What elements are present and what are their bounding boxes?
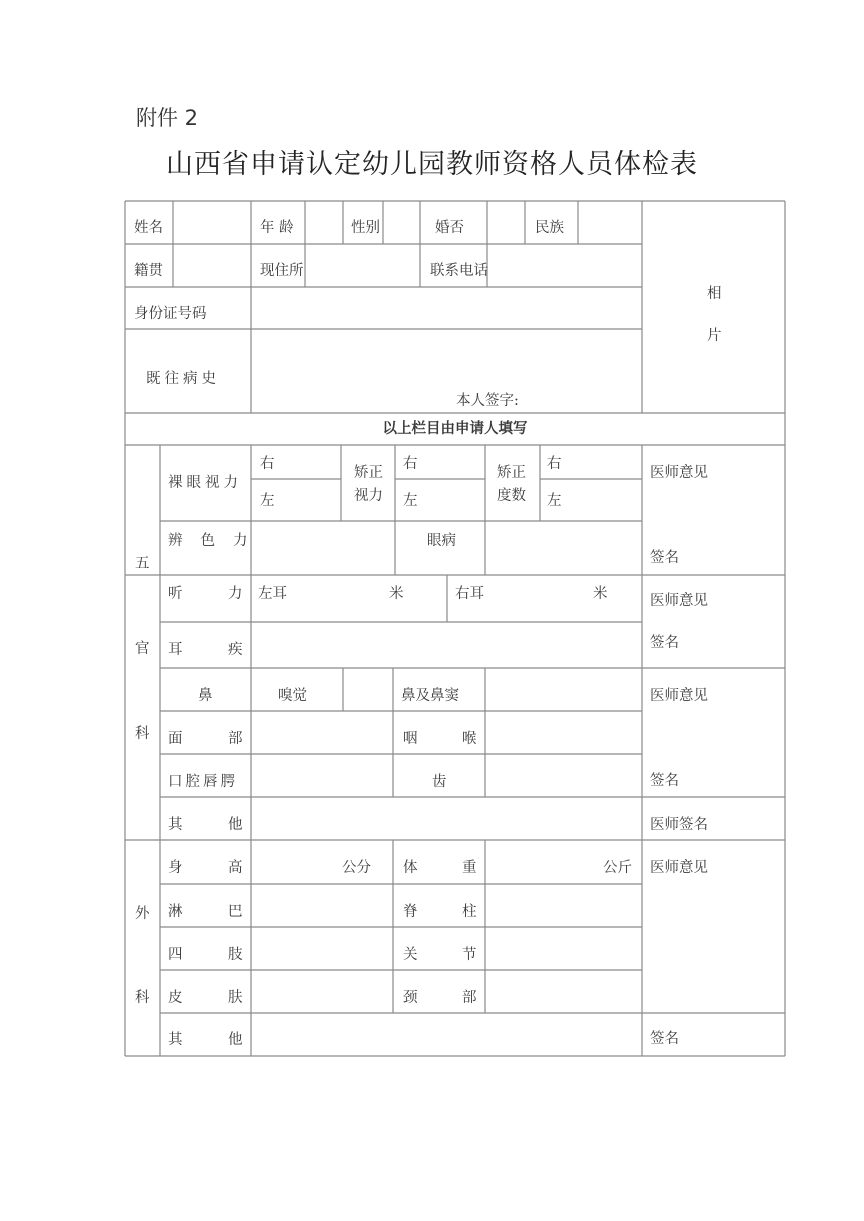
corrected-degree-label-1: 矫正 (497, 465, 526, 481)
height-unit: 公分 (342, 860, 371, 876)
nose-label: 鼻 (198, 688, 213, 704)
hometown-label: 籍贯 (134, 263, 163, 279)
id-number-label: 身份证号码 (134, 306, 207, 322)
nose-sign-label: 签名 (650, 773, 679, 789)
right-ear-meter-unit: 米 (593, 586, 608, 602)
facial-other-label: 其 (168, 817, 183, 833)
eye-doctor-opinion-label: 医师意见 (650, 465, 708, 481)
neck-label: 颈 (403, 990, 418, 1006)
joints-label: 关 (403, 947, 418, 963)
sinus-label: 鼻及鼻窦 (401, 688, 459, 704)
self-signature-label: 本人签字: (456, 393, 519, 409)
face-label-2: 部 (228, 731, 243, 747)
naked-right-label: 右 (260, 456, 275, 472)
ear-doctor-opinion-label: 医师意见 (650, 593, 708, 609)
left-ear-meter-unit: 米 (389, 586, 404, 602)
ear-disease-label-2: 疾 (228, 642, 243, 658)
spine-label-2: 柱 (462, 904, 477, 920)
weight-unit: 公斤 (603, 860, 632, 876)
corrected-right-label: 右 (403, 456, 418, 472)
spine-label: 脊 (403, 904, 418, 920)
ear-sign-label: 签名 (650, 635, 679, 651)
attachment-label: 附件 2 (136, 106, 199, 130)
limbs-label-2: 肢 (228, 947, 243, 963)
facial-other-label-2: 他 (228, 817, 243, 833)
skin-label: 皮 (168, 990, 183, 1006)
naked-left-label: 左 (260, 493, 275, 509)
phone-label: 联系电话 (430, 263, 488, 279)
facial-section-label-2: 官 (135, 641, 150, 657)
throat-label: 咽 (403, 731, 418, 747)
form-title: 山西省申请认定幼儿园教师资格人员体检表 (166, 149, 698, 180)
address-label: 现住所 (260, 263, 304, 279)
surgery-other-label-2: 他 (228, 1032, 243, 1048)
face-label: 面 (168, 731, 183, 747)
naked-vision-label: 裸眼视力 (168, 475, 242, 491)
photo-label-2: 片 (707, 328, 722, 344)
teeth-label: 齿 (432, 774, 447, 790)
hearing-label: 听 (168, 586, 183, 602)
smell-label: 嗅觉 (278, 688, 307, 704)
age-label: 年 龄 (260, 220, 294, 236)
neck-label-2: 部 (462, 990, 477, 1006)
oral-label: 口腔唇腭 (168, 774, 238, 790)
facial-section-label-1: 五 (135, 556, 150, 572)
photo-label-1: 相 (707, 286, 722, 302)
applicant-fill-note: 以上栏目由申请人填写 (382, 420, 528, 437)
limbs-label: 四 (168, 947, 183, 963)
height-label-2: 高 (228, 860, 243, 876)
corrected-vision-label-2: 视力 (354, 488, 383, 504)
weight-label: 体 (403, 860, 418, 876)
right-ear-label: 右耳 (455, 586, 484, 602)
throat-label-2: 喉 (462, 731, 477, 747)
facial-section-label-3: 科 (135, 726, 150, 742)
eye-sign-label: 签名 (650, 550, 679, 566)
skin-label-2: 肤 (228, 990, 243, 1006)
joints-label-2: 节 (462, 947, 477, 963)
name-label: 姓名 (134, 220, 163, 236)
degree-right-label: 右 (547, 456, 562, 472)
surgery-other-label: 其 (168, 1032, 183, 1048)
color-vision-label: 辨色力 (168, 533, 266, 549)
weight-label-2: 重 (462, 860, 477, 876)
eye-disease-label: 眼病 (427, 533, 456, 549)
ear-disease-label: 耳 (168, 642, 183, 658)
lymph-label: 淋 (168, 904, 183, 920)
corrected-degree-label-2: 度数 (497, 488, 526, 504)
corrected-vision-label-1: 矫正 (354, 465, 383, 481)
corrected-left-label: 左 (403, 493, 418, 509)
gender-label: 性别 (351, 220, 380, 236)
surgery-sign-label: 签名 (650, 1031, 679, 1047)
surgery-doctor-opinion-label: 医师意见 (650, 860, 708, 876)
surgery-section-label-1: 外 (135, 906, 150, 922)
marital-label: 婚否 (435, 220, 464, 236)
hearing-label-2: 力 (228, 586, 243, 602)
degree-left-label: 左 (547, 493, 562, 509)
medical-history-label: 既往病史 (146, 371, 220, 387)
nose-doctor-opinion-label: 医师意见 (650, 688, 708, 704)
facial-doctor-sign-label: 医师签名 (650, 817, 708, 833)
ethnicity-label: 民族 (535, 220, 564, 236)
height-label: 身 (168, 860, 183, 876)
lymph-label-2: 巴 (228, 904, 243, 920)
surgery-section-label-2: 科 (135, 990, 150, 1006)
left-ear-label: 左耳 (258, 586, 287, 602)
